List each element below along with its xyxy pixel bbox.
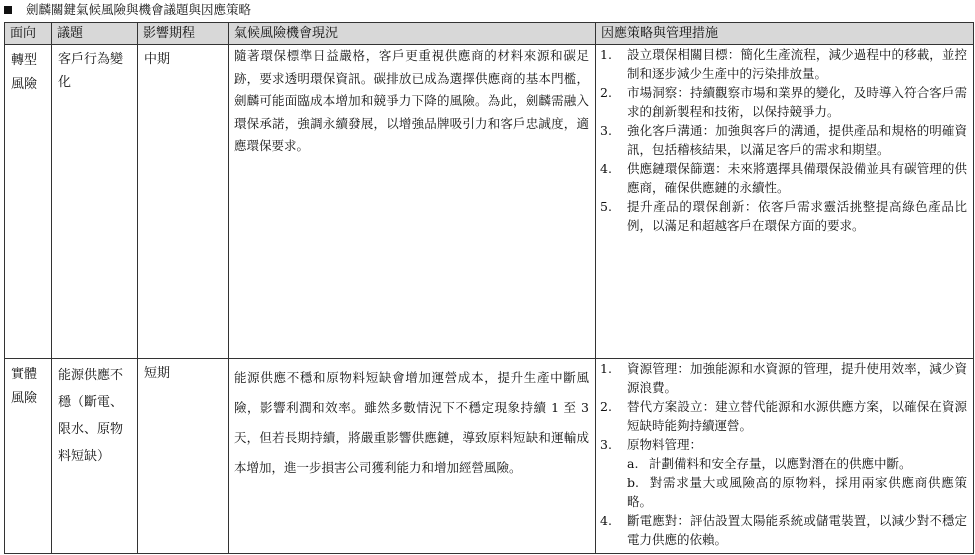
cell-measures <box>596 359 974 554</box>
bullet-square-icon <box>4 6 12 14</box>
sub-list-label: a. <box>627 456 639 471</box>
list-item <box>600 435 967 511</box>
measures-list <box>600 359 967 549</box>
list-item <box>600 359 967 397</box>
sub-list-label: b. <box>627 475 639 490</box>
list-item <box>600 511 967 549</box>
list-item-number: 4. <box>600 161 612 176</box>
sub-list-item <box>627 454 967 473</box>
sub-list <box>627 454 967 511</box>
list-item-number: 1. <box>600 47 612 62</box>
cell-topic: 客戶行為變化 <box>52 45 138 359</box>
section-heading <box>4 0 251 22</box>
cell-status: 隨著環保標準日益嚴格，客戶更重視供應商的材料來源和碳足跡，要求透明環保資訊。碳排放已成為選擇供應商的基本門檻，劍麟可能面臨成本增加和競爭力下降的風險。為此，劍麟需融入環保承諾，強調永續發展，以增強品牌吸引力和客戶忠誠度，適應環保要求。 <box>229 45 596 359</box>
list-item-text: 斷電應對：評估設置太陽能系統或儲電裝置，以減少對不穩定電力供應的依賴。 <box>627 513 967 547</box>
header-status: 氣候風險機會現況 <box>229 23 596 45</box>
list-item <box>600 45 967 83</box>
table-row <box>5 45 974 359</box>
sub-list-text: 對需求量大或風險高的原物料，採用兩家供應商供應策略。 <box>627 475 967 509</box>
sub-list-item <box>627 473 967 511</box>
cell-status: 能源供應不穩和原物料短缺會增加運營成本，提升生產中斷風險，影響利潤和效率。雖然多數情況下不穩定現象持續 1 至 3 天，但若長期持續，將嚴重影響供應鏈，導致原料短缺和運輸成本增加，進一步損害公司獲利能力和增加經營風險。 <box>229 359 596 554</box>
list-item-text: 強化客戶溝通：加強與客戶的溝通，提供產品和規格的明確資訊，包括稽核結果，以滿足客戶的需求和期望。 <box>627 123 967 157</box>
header-topic: 議題 <box>52 23 138 45</box>
list-item-text: 替代方案設立：建立替代能源和水源供應方案，以確保在資源短缺時能夠持續運營。 <box>627 399 967 433</box>
header-period: 影響期程 <box>138 23 229 45</box>
list-item-number: 3. <box>600 437 612 452</box>
list-item-number: 2. <box>600 399 612 414</box>
list-item <box>600 159 967 197</box>
list-item-text: 提升產品的環保創新：依客戶需求靈活挑整提高綠色產品比例，以滿足和超越客戶在環保方面的要求。 <box>627 199 967 233</box>
section-heading-text: 劍麟關鍵氣候風險與機會議題與因應策略 <box>26 2 252 17</box>
list-item-text: 市場洞察：持續觀察市場和業界的變化，及時導入符合客戶需求的創新製程和技術，以保持競爭力。 <box>627 85 967 119</box>
list-item <box>600 83 967 121</box>
cell-period: 短期 <box>138 359 229 554</box>
list-item-text: 原物料管理： <box>627 437 703 452</box>
cell-measures <box>596 45 974 359</box>
list-item-number: 4. <box>600 513 612 528</box>
list-item <box>600 121 967 159</box>
list-item <box>600 397 967 435</box>
cell-facet: 轉型風險 <box>5 45 52 359</box>
list-item-text: 資源管理：加強能源和水資源的管理，提升使用效率，減少資源浪費。 <box>627 361 967 395</box>
list-item-text: 供應鏈環保篩選：未來將選擇具備環保設備並具有碳管理的供應商，確保供應鏈的永續性。 <box>627 161 967 195</box>
sub-list-text: 計劃備料和安全存量，以應對潛在的供應中斷。 <box>649 456 912 471</box>
climate-risk-table <box>4 22 974 554</box>
cell-facet: 實體風險 <box>5 359 52 554</box>
list-item-number: 2. <box>600 85 612 100</box>
list-item-text: 設立環保相關目標：簡化生產流程，減少過程中的移載，並控制和逐步減少生產中的污染排放量。 <box>627 47 967 81</box>
table-row <box>5 359 974 554</box>
header-measures: 因應策略與管理措施 <box>596 23 974 45</box>
header-facet: 面向 <box>5 23 52 45</box>
list-item-number: 5. <box>600 199 612 214</box>
list-item <box>600 197 967 235</box>
measures-list <box>600 45 967 235</box>
cell-topic: 能源供應不穩（斷電、限水、原物料短缺） <box>52 359 138 554</box>
cell-period: 中期 <box>138 45 229 359</box>
list-item-number: 3. <box>600 123 612 138</box>
list-item-number: 1. <box>600 361 612 376</box>
table-header-row <box>5 23 974 45</box>
